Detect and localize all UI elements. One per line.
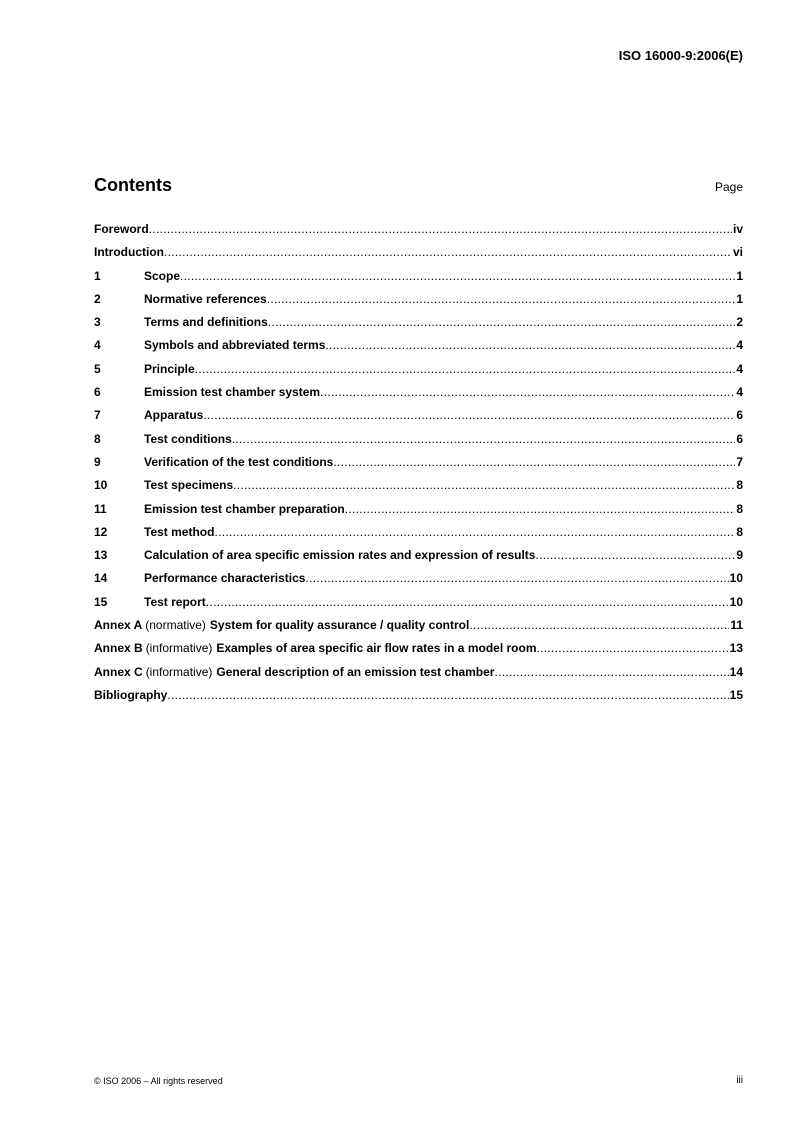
toc-entry-page: 2: [736, 315, 743, 330]
toc-entry-title: Scope: [144, 268, 181, 283]
dot-leader: [535, 548, 735, 562]
dot-leader: [305, 571, 728, 585]
toc-entry-page: 4: [736, 361, 743, 376]
dot-leader: [180, 269, 735, 283]
toc-entry-title: Emission test chamber system: [144, 385, 321, 400]
toc-entry-number: 12: [94, 524, 108, 539]
toc-entry-title: Apparatus: [144, 408, 204, 423]
toc-entry-page: 10: [729, 594, 743, 609]
toc-entry[interactable]: [94, 222, 743, 245]
toc-entry-number: 1: [94, 268, 101, 283]
toc-entry-title: Test report: [144, 594, 206, 609]
toc-entry-number: 13: [94, 548, 108, 563]
toc-entry-number: 6: [94, 385, 101, 400]
toc-entry[interactable]: [94, 455, 743, 478]
toc-entry-title: Bibliography: [94, 687, 168, 702]
dot-leader: [325, 338, 735, 352]
toc-entry[interactable]: [94, 618, 743, 641]
toc-entry-page: 8: [736, 501, 743, 516]
toc-entry-title: Foreword: [94, 222, 149, 236]
toc-entry-page: 8: [736, 478, 743, 493]
dot-leader: [164, 245, 732, 259]
toc-entry-title: General description of an emission test chamber: [216, 664, 495, 679]
toc-entry-title: Examples of area specific air flow rates in a model room: [216, 641, 537, 656]
toc-entry-title: Test method: [144, 524, 215, 539]
dot-leader: [537, 641, 729, 655]
dot-leader: [320, 385, 735, 399]
toc-entry-page: 6: [736, 431, 743, 446]
toc-entry-page: 1: [736, 268, 743, 283]
dot-leader: [469, 618, 729, 632]
toc-entry-title: Symbols and abbreviated terms: [144, 338, 326, 353]
dot-leader: [268, 315, 736, 329]
toc-entry-page: 13: [729, 641, 743, 656]
toc-entry[interactable]: [94, 478, 743, 501]
toc-entry[interactable]: [94, 269, 743, 292]
toc-annex-label: Annex A: [94, 618, 143, 633]
toc-entry-page: 10: [729, 571, 743, 586]
dot-leader: [233, 478, 735, 492]
toc-entry-page: 6: [736, 408, 743, 423]
toc-entry[interactable]: [94, 525, 743, 548]
toc-entry-title: Introduction: [94, 245, 164, 260]
toc-entry-title: Terms and definitions: [144, 315, 268, 330]
page-number: iii: [736, 1075, 743, 1086]
toc-annex-kind: (informative): [145, 664, 213, 679]
toc-entry-number: 14: [94, 571, 108, 586]
toc-entry-page: iv: [732, 222, 743, 236]
toc-entry-title: Normative references: [144, 291, 267, 306]
dot-leader: [167, 688, 728, 702]
toc-entry[interactable]: [94, 292, 743, 315]
toc-entry[interactable]: [94, 432, 743, 455]
toc-entry-title: Emission test chamber preparation: [144, 501, 345, 516]
toc-entry-page: 4: [736, 338, 743, 353]
toc-entry[interactable]: [94, 665, 743, 688]
dot-leader: [206, 595, 729, 609]
dot-leader: [232, 432, 736, 446]
toc-entry-page: 7: [736, 454, 743, 469]
toc-entry-number: 3: [94, 315, 101, 330]
toc-entry-page: 8: [736, 524, 743, 539]
toc-entry-title: Principle: [144, 361, 195, 376]
toc-entry-number: 15: [94, 594, 108, 609]
toc-annex-label: Annex B: [94, 641, 143, 656]
toc-annex-label: Annex C: [94, 664, 143, 679]
dot-leader: [345, 502, 736, 516]
toc-entry-number: 2: [94, 291, 101, 306]
toc-entry-title: Test specimens: [144, 478, 234, 493]
toc-annex-kind: (normative): [145, 618, 206, 633]
toc-entry[interactable]: [94, 338, 743, 361]
dot-leader: [267, 292, 736, 306]
toc-entry-number: 11: [94, 501, 107, 516]
dot-leader: [214, 525, 735, 539]
toc-entry-number: 7: [94, 408, 101, 423]
toc-entry-title: Verification of the test conditions: [144, 454, 334, 469]
dot-leader: [203, 408, 735, 422]
toc-entry[interactable]: [94, 571, 743, 594]
toc-entry-number: 5: [94, 361, 101, 376]
toc-entry[interactable]: [94, 502, 743, 525]
toc-entry-number: 9: [94, 454, 101, 469]
toc-entry-title: Calculation of area specific emission rates and expression of results: [144, 548, 536, 563]
page-title: Contents: [94, 175, 172, 195]
toc-entry-page: vi: [732, 245, 743, 260]
dot-leader: [494, 665, 728, 679]
toc-entry-number: 10: [94, 478, 108, 493]
toc-entry[interactable]: [94, 641, 743, 664]
toc-entry-page: 15: [729, 687, 743, 702]
toc-entry[interactable]: [94, 408, 743, 431]
dot-leader: [149, 222, 732, 236]
toc-entry-page: 9: [736, 548, 743, 563]
toc-entry-title: Performance characteristics: [144, 571, 306, 586]
toc-entry-page: 1: [736, 291, 743, 306]
toc-entry-number: 4: [94, 338, 101, 353]
toc-entry[interactable]: [94, 688, 743, 711]
page-column-label: Page: [714, 180, 743, 194]
copyright-notice: © ISO 2006 – All rights reserved: [94, 1076, 223, 1086]
table-of-contents: [94, 222, 743, 711]
toc-entry[interactable]: [94, 385, 743, 408]
dot-leader: [195, 362, 736, 376]
toc-entry-page: 4: [736, 385, 743, 400]
toc-entry-title: Test conditions: [144, 431, 232, 446]
dot-leader: [333, 455, 735, 469]
toc-entry[interactable]: [94, 548, 743, 571]
toc-entry[interactable]: [94, 595, 743, 618]
toc-entry-page: 11: [730, 618, 743, 633]
toc-entry[interactable]: [94, 315, 743, 338]
toc-entry[interactable]: [94, 362, 743, 385]
toc-annex-kind: (informative): [145, 641, 213, 656]
toc-entry-page: 14: [729, 664, 743, 679]
toc-entry[interactable]: [94, 245, 743, 268]
toc-entry-number: 8: [94, 431, 101, 446]
toc-entry-title: System for quality assurance / quality control: [209, 618, 470, 633]
document-reference: ISO 16000-9:2006(E): [618, 48, 743, 63]
